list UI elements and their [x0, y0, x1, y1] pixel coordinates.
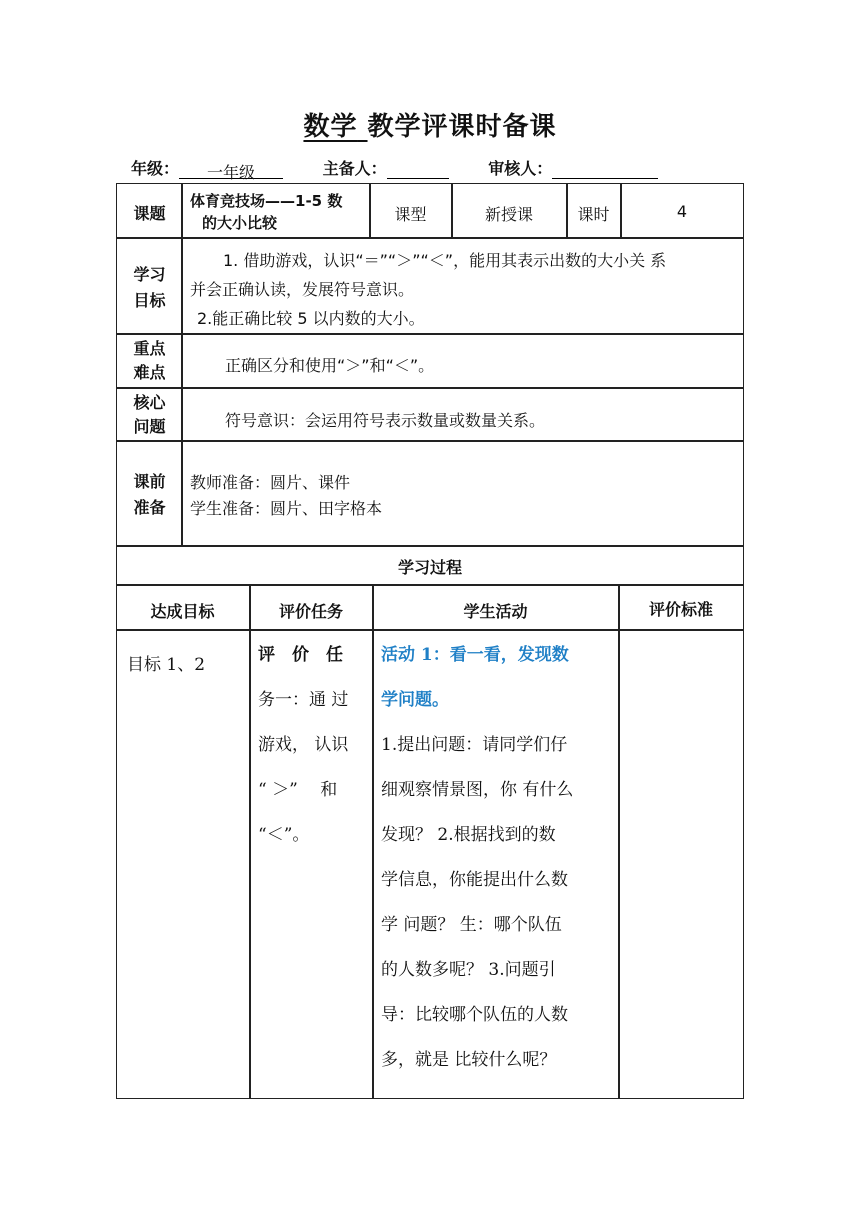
task-line: 游戏， 认识 [258, 735, 349, 755]
activity-line: 的人数多呢？ 3.问题引 [381, 960, 556, 980]
core-question-text: 符号意识：会运用符号表示数量或数量关系。 [225, 411, 546, 430]
col-standard-header: 评价标准 [648, 600, 713, 619]
preparation-label-line1: 课前 [133, 472, 166, 491]
row-divider [116, 387, 744, 389]
preparation-label [118, 469, 181, 521]
goal-value: 目标 1、2 [127, 655, 206, 675]
keypoints-text: 正确区分和使用“＞”和“＜”。 [225, 356, 435, 375]
row-divider [116, 440, 744, 442]
hours-label: 课时 [577, 205, 610, 224]
objectives-text [190, 246, 742, 333]
hours-value: 4 [676, 202, 688, 221]
activity-line: 学 问题？ 生：哪个队伍 [381, 915, 562, 935]
objectives-label [118, 262, 181, 314]
task-line: “＜”。 [258, 825, 310, 845]
grade-value: 一年级 [179, 160, 283, 179]
process-heading: 学习过程 [397, 558, 462, 577]
col-divider [249, 584, 251, 1099]
preparer-label: 主备人： [322, 159, 387, 178]
activity-line: 发现？ 2.根据找到的数 [381, 825, 556, 845]
keypoints-label-line2: 难点 [133, 363, 166, 382]
activity-line: 学信息，你能提出什么数 [381, 870, 568, 890]
topic-value-line2: 的大小比较 [202, 214, 278, 232]
type-value: 新授课 [484, 205, 533, 224]
preparer-blank [387, 160, 449, 179]
col-goal-header: 达成目标 [150, 602, 215, 621]
activity-line: 导：比较哪个队伍的人数 [381, 1005, 568, 1025]
objective-1-cont: 并会正确认读，发展符号意识。 [190, 280, 415, 299]
objectives-label-line2: 目标 [133, 291, 166, 310]
reviewer-label: 审核人： [488, 159, 553, 178]
reviewer-blank [552, 160, 658, 179]
activity-title-line: 活动 1：看一看，发现数 [381, 645, 569, 665]
col-activity-header: 学生活动 [463, 602, 528, 621]
core-question-label [118, 391, 181, 439]
teacher-prep: 教师准备：圆片、课件 [190, 473, 351, 492]
document-title [0, 106, 860, 143]
task-line: 评 价 任 [258, 645, 343, 665]
row-divider [116, 333, 744, 335]
col-divider [372, 584, 374, 1099]
student-prep: 学生准备：圆片、田字格本 [190, 499, 383, 518]
row-divider [116, 629, 744, 631]
activity-text [381, 633, 613, 1083]
task-line: 务一：通 过 [258, 690, 349, 710]
topic-value [190, 190, 368, 234]
col-divider [181, 183, 183, 545]
col-task-header: 评价任务 [278, 602, 343, 621]
type-label: 课型 [394, 205, 427, 224]
preparation-label-line2: 准备 [133, 498, 166, 517]
title-main: 教学评课时备课 [367, 112, 557, 142]
col-divider [618, 584, 620, 1099]
meta-line [131, 156, 658, 182]
task-text [258, 633, 366, 858]
keypoints-label-line1: 重点 [133, 339, 166, 358]
title-subject: 数学 [303, 112, 358, 142]
core-question-label-line1: 核心 [133, 393, 166, 412]
objective-2: 2.能正确比较 5 以内数的大小。 [197, 309, 425, 328]
task-line: “ ＞” 和 [258, 780, 338, 800]
title-gap [357, 112, 367, 142]
core-question-label-line2: 问题 [133, 417, 166, 436]
activity-line: 1.提出问题：请同学们仔 [381, 735, 568, 755]
row-divider [116, 237, 744, 239]
keypoints-label [118, 337, 181, 385]
preparation-text [190, 470, 382, 522]
grade-label: 年级： [131, 159, 180, 178]
objective-1: 1. 借助游戏，认识“＝”“＞”“＜”，能用其表示出数的大小关 系 [223, 251, 667, 270]
objectives-label-line1: 学习 [133, 265, 166, 284]
activity-title-line: 学问题。 [381, 690, 449, 710]
row-divider [116, 545, 744, 547]
topic-value-line1: 体育竞技场——1-5 数 [190, 192, 343, 210]
activity-line: 细观察情景图，你 有什么 [381, 780, 574, 800]
activity-line: 多，就是 比较什么呢？ [381, 1050, 557, 1070]
row-divider [116, 584, 744, 586]
topic-label: 课题 [133, 204, 166, 223]
